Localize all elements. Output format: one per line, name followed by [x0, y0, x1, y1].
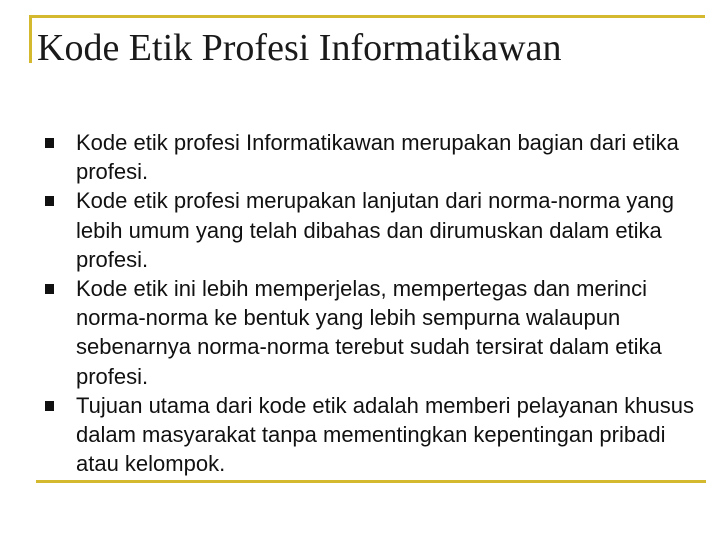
- slide-title: Kode Etik Profesi Informatikawan: [37, 27, 562, 69]
- bullet-item: [36, 274, 706, 391]
- content-bottom-rule: [36, 480, 706, 483]
- square-bullet-icon: [45, 196, 54, 206]
- bullet-item: [36, 186, 706, 274]
- square-bullet-icon: [45, 284, 54, 294]
- bullet-text: Tujuan utama dari kode etik adalah memberi pelayanan khusus dalam masyarakat tanpa mementingkan kepentingan pribadi atau kelompok.: [76, 392, 694, 477]
- bullet-item: [36, 391, 706, 478]
- bullet-item: [36, 128, 706, 186]
- square-bullet-icon: [45, 401, 54, 411]
- bullet-text: Kode etik profesi merupakan lanjutan dari norma-norma yang lebih umum yang telah dibahas dan dirumuskan dalam etika profesi.: [76, 188, 674, 272]
- bullet-text: Kode etik profesi Informatikawan merupakan bagian dari etika profesi.: [76, 130, 679, 185]
- square-bullet-icon: [45, 138, 54, 148]
- title-left-rule: [29, 15, 32, 63]
- bullet-text: Kode etik ini lebih memperjelas, mempertegas dan merinci norma-norma ke bentuk yang lebih sempurna walaupun sebenarnya norma-norma terebut sudah tersirat dalam etika profesi.: [76, 276, 662, 389]
- title-top-rule: [29, 15, 705, 18]
- bullet-list: [36, 128, 706, 478]
- slide-content: [36, 128, 706, 478]
